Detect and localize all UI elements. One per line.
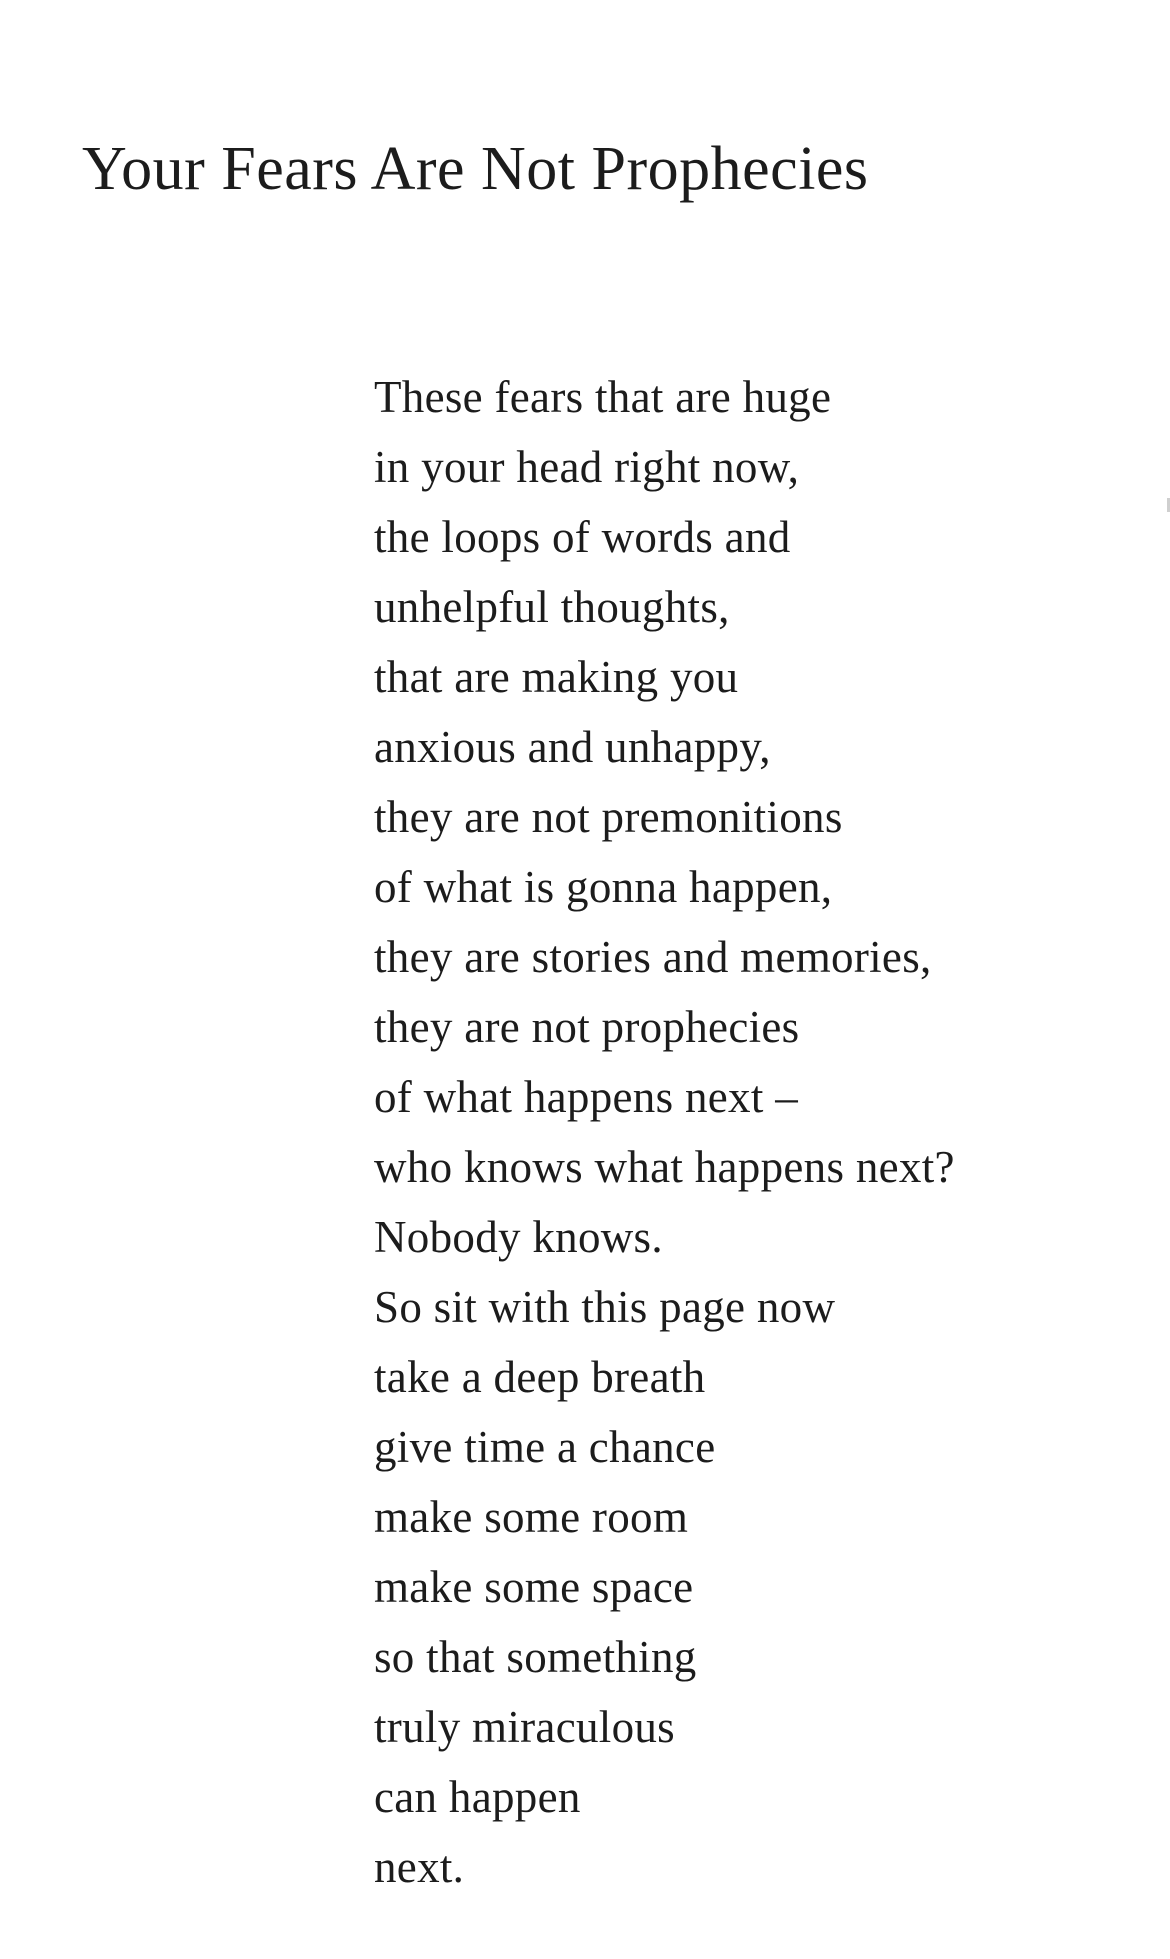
poem-line: who knows what happens next?	[374, 1142, 955, 1192]
poem-line: they are not prophecies	[374, 1002, 800, 1052]
poem-line: in your head right now,	[374, 442, 800, 492]
poem-line: that are making you	[374, 652, 739, 702]
poem-line: make some room	[374, 1492, 689, 1542]
poem-line: anxious and unhappy,	[374, 722, 771, 772]
poem-line: they are not premonitions	[374, 792, 843, 842]
poem-line: take a deep breath	[374, 1352, 706, 1402]
poem-line: So sit with this page now	[374, 1282, 836, 1332]
poem-line: next.	[374, 1842, 465, 1892]
poem-line: truly miraculous	[374, 1702, 675, 1752]
poem-line: make some space	[374, 1562, 694, 1612]
poem-body	[374, 362, 955, 1902]
poem-title: Your Fears Are Not Prophecies	[82, 135, 869, 203]
poem-line: they are stories and memories,	[374, 932, 932, 982]
poem-line: of what happens next –	[374, 1072, 798, 1122]
poem-line: the loops of words and	[374, 512, 791, 562]
poem-line: of what is gonna happen,	[374, 862, 833, 912]
poem-line: These fears that are huge	[374, 372, 832, 422]
poem-line: can happen	[374, 1772, 581, 1822]
poem-line: so that something	[374, 1632, 697, 1682]
poem-line: Nobody knows.	[374, 1212, 663, 1262]
poem-line: unhelpful thoughts,	[374, 582, 730, 632]
poem-line: give time a chance	[374, 1422, 716, 1472]
